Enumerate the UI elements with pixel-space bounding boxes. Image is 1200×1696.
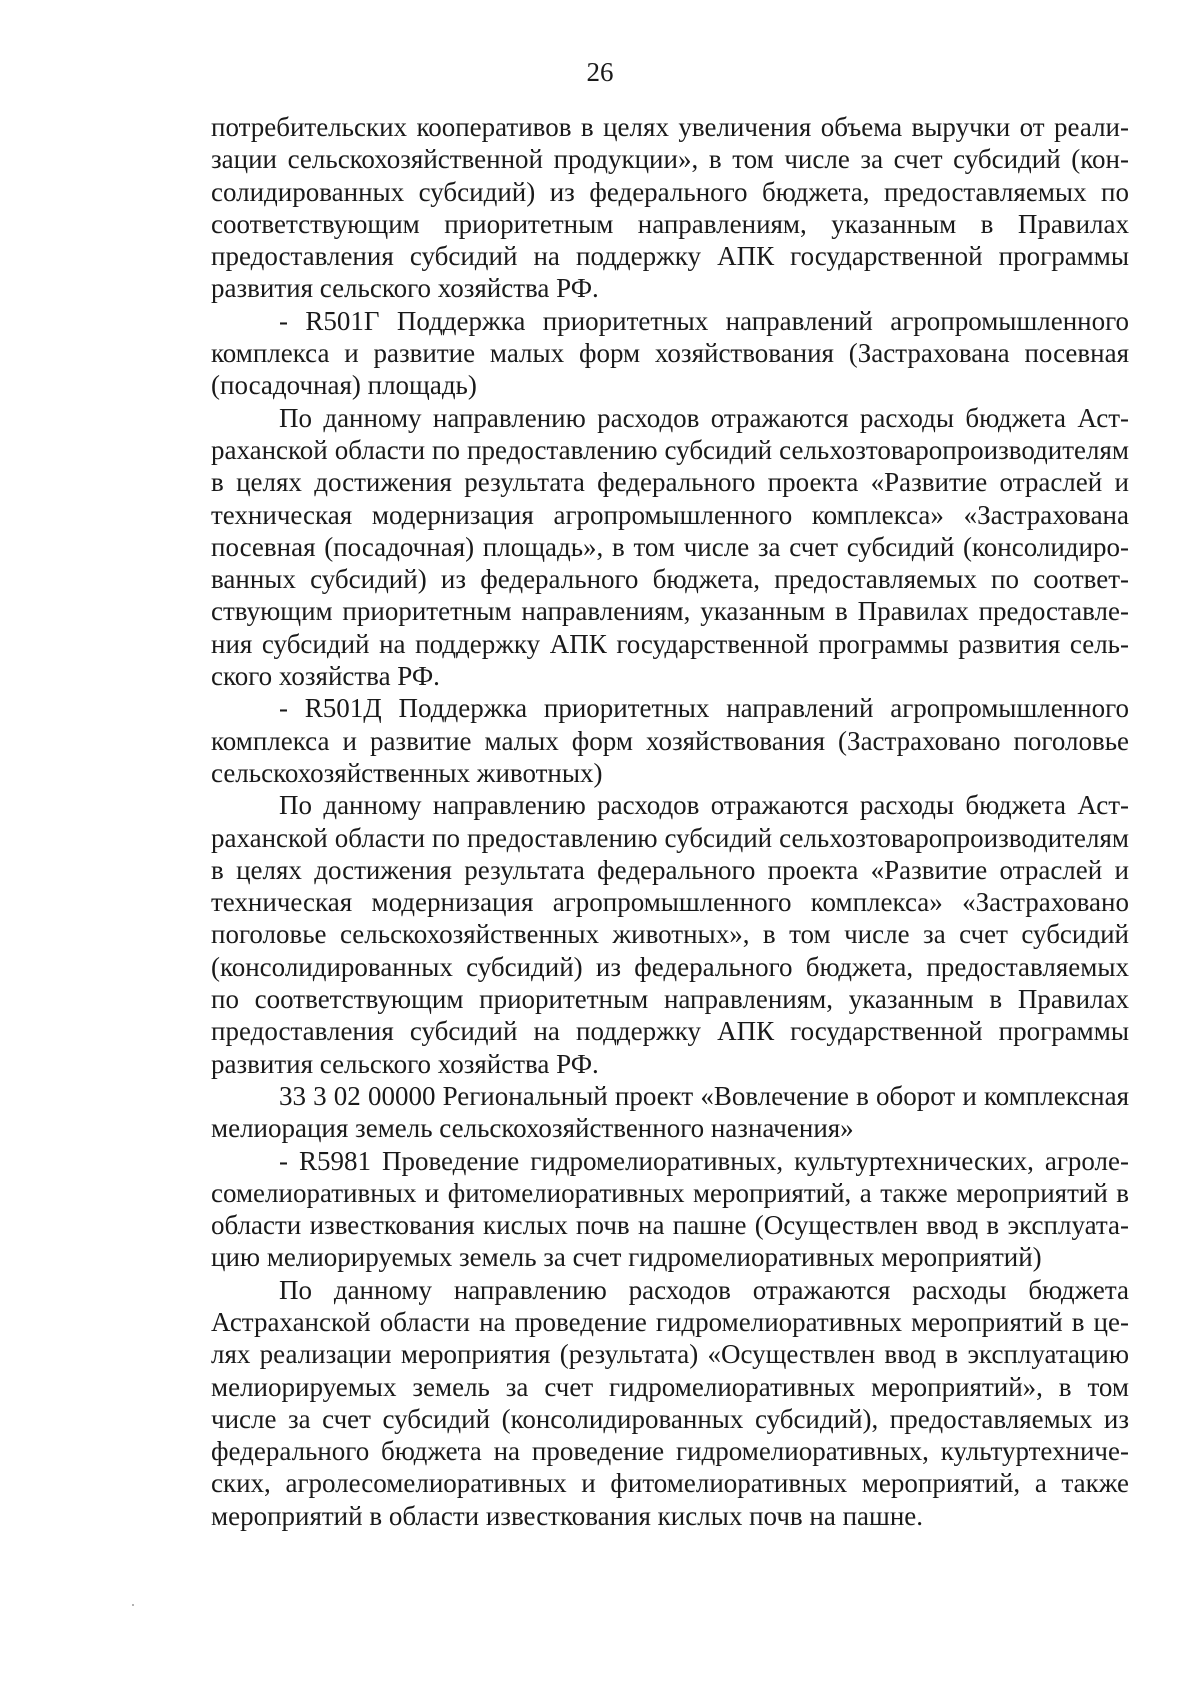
paragraph-r501g-description: По данному направлению расходов отражаются расходы бюджета Астраханской области по предоставлению субсидий сельхозтоваропроизводителям в целях достижения результата федерального проекта «Развитие отраслей и техническая модернизация агропромышленного комплекса» «Застрахована посевная (посадочная) площадь», в том числе за счет субсидий (консолидированных субсидий) из федерального бюджета, предоставляемых по соответствующим приоритетным направлениям, указанным в Правилах предоставления субсидий на поддержку АПК государственной программы развития сельского хозяйства РФ.: [211, 402, 1129, 692]
page-number: 26: [586, 57, 614, 87]
paragraph-regional-project: 33 3 02 00000 Региональный проект «Вовлечение в оборот и комплексная мелиорация земель сельскохозяйственного назначения»: [211, 1080, 1129, 1144]
paragraph-r501g-heading: - R501Г Поддержка приоритетных направлений агропромышленного комплекса и развитие малых форм хозяйствования (Застрахована посевная (посадочная) площадь): [211, 305, 1129, 401]
scan-speck: [132, 1604, 134, 1606]
paragraph-continuation: потребительских кооперативов в целях увеличения объема выручки от реализации сельскохозяйственной продукции», в том числе за счет субсидий (консолидированных субсидий) из федерального бюджета, предоставляемых по соответствующим приоритетным направлениям, указанным в Правилах предоставления субсидий на поддержку АПК государственной программы развития сельского хозяйства РФ.: [211, 112, 1129, 304]
paragraph-r501d-heading: - R501Д Поддержка приоритетных направлений агропромышленного комплекса и развитие малых форм хозяйствования (Застраховано поголовье сельскохозяйственных животных): [211, 693, 1129, 788]
paragraph-r501d-description: По данному направлению расходов отражаются расходы бюджета Астраханской области по предоставлению субсидий сельхозтоваропроизводителям в целях достижения результата федерального проекта «Развитие отраслей и техническая модернизация агропромышленного комплекса» «Застраховано поголовье сельскохозяйственных животных», в том числе за счет субсидий (консолидированных субсидий) из федерального бюджета, предоставляемых по соответствующим приоритетным направлениям, указанным в Правилах предоставления субсидий на поддержку АПК государственной программы развития сельского хозяйства РФ.: [211, 790, 1129, 1079]
document-body: [211, 111, 1129, 1532]
paragraph-r5981-heading: - R5981 Проведение гидромелиоративных, культуртехнических, агролесомелиоративных и фитомелиоративных мероприятий, а также мероприятий в области известкования кислых почв на пашне (Осуществлен ввод в эксплуатацию мелиорируемых земель за счет гидромелиоративных мероприятий): [211, 1145, 1129, 1273]
paragraph-r5981-description: По данному направлению расходов отражаются расходы бюджета Астраханской области на проведение гидромелиоративных мероприятий в целях реализации мероприятия (результата) «Осуществлен ввод в эксплуатацию мелиорируемых земель за счет гидромелиоративных мероприятий», в том числе за счет субсидий (консолидированных субсидий), предоставляемых из федерального бюджета на проведение гидромелиоративных, культуртехнических, агролесомелиоративных и фитомелиоративных мероприятий, а также мероприятий в области известкования кислых почв на пашне.: [211, 1274, 1129, 1531]
